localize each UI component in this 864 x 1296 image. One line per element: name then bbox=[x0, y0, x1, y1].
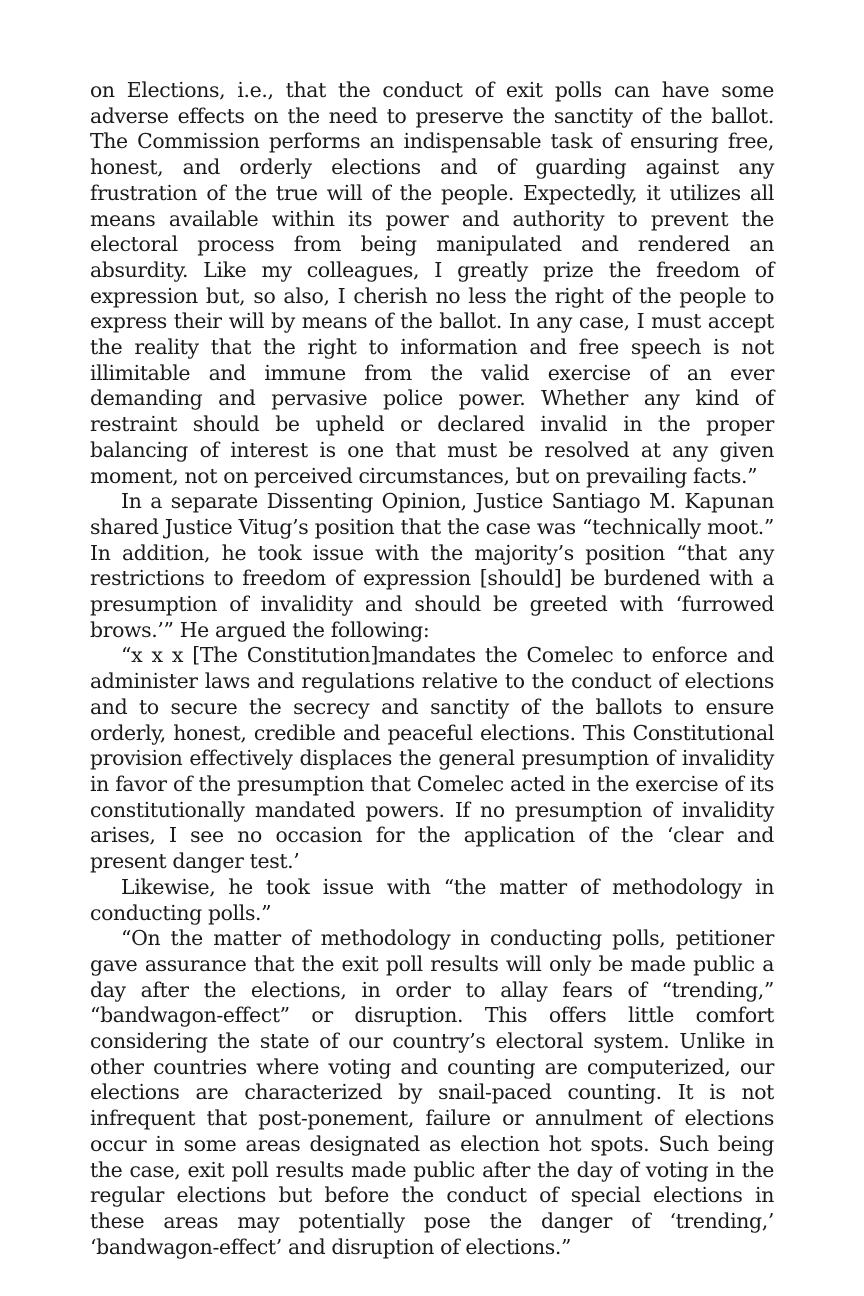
paragraph-kapunan-dissent: In a separate Dissenting Opinion, Justice Santiago M. Kapunan shared Justice Vitug’s position that the case was “technically moot.” In addition, he took issue with the majority’s position “that any restrictions to freedom of expression [should] be burdened with a presumption of invalidity and should be greeted with ‘furrowed brows.’” He argued the following: bbox=[90, 489, 774, 642]
paragraph-methodology-intro: Likewise, he took issue with “the matter of methodology in conducting polls.” bbox=[90, 874, 774, 925]
paragraph-methodology-quote: “On the matter of methodology in conducting polls, petitioner gave assurance that the exit poll results will only be made public a day after the elections, in order to allay fears of “trending,” “bandwagon-effect” or disruption. This offers little comfort considering the state of our country’s electoral system. Unlike in other countries where voting and counting are computerized, our elections are characterized by snail-paced counting. It is not infrequent that post-ponement, failure or annulment of elections occur in some areas designated as election hot spots. Such being the case, exit poll results made public after the day of voting in the regular elections but before the conduct of special elections in these areas may potentially pose the danger of ‘trending,’ ‘bandwagon-effect’ and disruption of elections.” bbox=[90, 926, 774, 1259]
document-page bbox=[90, 78, 774, 1260]
paragraph-comelec-opinion-continuation: on Elections, i.e., that the conduct of exit polls can have some adverse effects on the need to preserve the sanctity of the ballot. The Commission performs an indispensable task of ensuring free, honest, and orderly elections and of guarding against any frustration of the true will of the people. Expectedly, it utilizes all means available within its power and authority to prevent the electoral process from being manipulated and rendered an absurdity. Like my colleagues, I greatly prize the freedom of expression but, so also, I cherish no less the right of the people to express their will by means of the ballot. In any case, I must accept the reality that the right to information and free speech is not illimitable and immune from the valid exercise of an ever demanding and pervasive police power. Whether any kind of restraint should be upheld or declared invalid in the proper balancing of interest is one that must be resolved at any given moment, not on perceived circumstances, but on prevailing facts.” bbox=[90, 78, 774, 488]
paragraph-constitution-quote: “x x x [The Constitution]mandates the Comelec to enforce and administer laws and regulations relative to the conduct of elections and to secure the secrecy and sanctity of the ballots to ensure orderly, honest, credible and peaceful elections. This Constitutional provision effectively displaces the general presumption of invalidity in favor of the presumption that Comelec acted in the exercise of its constitutionally mandated powers. If no presumption of invalidity arises, I see no occasion for the application of the ‘clear and present danger test.’ bbox=[90, 643, 774, 874]
